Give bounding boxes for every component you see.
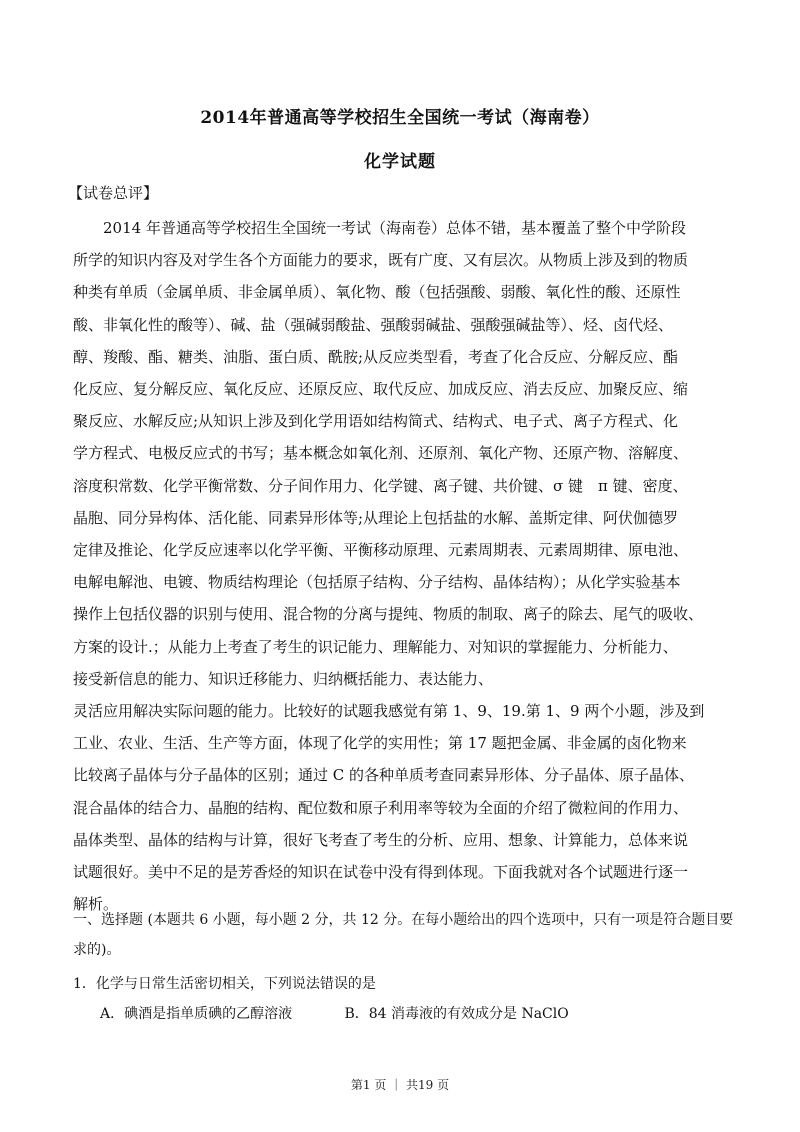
- review-paragraph: [73, 212, 733, 920]
- question-section-header: [73, 905, 733, 965]
- paragraph-line: 2014 年普通高等学校招生全国统一考试（海南卷）总体不错，基本覆盖了整个中学阶段: [103, 219, 686, 237]
- paragraph-line: 灵活应用解决实际问题的能力。比较好的试题我感觉有第 1、9、19.第 1、9 两个小题，涉及到: [73, 702, 705, 721]
- question-section-line: 一、选择题 (本题共 6 小题，每小题 2 分，共 12 分。在每小题给出的四个选项中，只有一项是符合题目要: [73, 912, 734, 928]
- paragraph-line: 电解电解池、电镀、物质结构理论（包括原子结构、分子结构、晶体结构）；从化学实验基本: [73, 573, 681, 592]
- document-title: 2014年普通高等学校招生全国统一考试（海南卷）: [200, 108, 600, 128]
- paragraph-line: 方案的设计.；从能力上考查了考生的识记能力、理解能力、对知识的掌握能力、分析能力、: [73, 637, 678, 656]
- paragraph-line: 晶胞、同分异构体、活化能、同素异形体等;从理论上包括盐的水解、盖斯定律、阿伏伽德罗: [73, 508, 679, 527]
- paragraph-line: 种类有单质（金属单质、非金属单质）、氧化物、酸（包括强酸、弱酸、氧化性的酸、还原性: [73, 283, 681, 302]
- paragraph-line: 混合晶体的结合力、晶胞的结构、配位数和原子利用率等较为全面的介绍了微粒间的作用力、: [73, 798, 689, 817]
- paragraph-line: 溶度积常数、化学平衡常数、分子间作用力、化学键、离子键、共价键、σ 键 π 键、密度、: [73, 476, 688, 495]
- paragraph-line: 化反应、复分解反应、氧化反应、还原反应、取代反应、加成反应、消去反应、加聚反应、缩: [73, 380, 689, 399]
- paragraph-line: 醇、羧酸、酯、糖类、油脂、蛋白质、酰胺;从反应类型看，考查了化合反应、分解反应、酯: [73, 347, 679, 366]
- paragraph-line: 试题很好。美中不足的是芳香烃的知识在试卷中没有得到体现。下面我就对各个试题进行逐一: [73, 863, 689, 882]
- paragraph-line: 酸、非氧化性的酸等）、碱、盐（强碱弱酸盐、强酸弱碱盐、强酸强碱盐等）、烃、卤代烃、: [73, 315, 674, 334]
- page-footer: 第1 页 ｜ 共19 页: [350, 1078, 450, 1092]
- section-heading: 【试卷总评】: [68, 184, 159, 202]
- option-a: A．碘酒是指单质碘的乙醇溶液: [100, 1006, 293, 1022]
- paragraph-line: 工业、农业、生活、生产等方面，体现了化学的实用性；第 17 题把金属、非金属的卤化物来: [73, 734, 687, 753]
- paragraph-line: 操作上包括仪器的识别与使用、混合物的分离与提纯、物质的制取、离子的除去、尾气的吸收、: [73, 605, 704, 624]
- question-section-line: 求的)。: [73, 942, 121, 958]
- question-1-stem: 1．化学与日常生活密切相关，下列说法错误的是: [73, 976, 376, 992]
- paragraph-line: 晶体类型、晶体的结构与计算，很好飞考查了考生的分析、应用、想象、计算能力，总体来说: [73, 830, 689, 849]
- paragraph-line: 接受新信息的能力、知识迁移能力、归纳概括能力、表达能力、: [73, 669, 494, 688]
- paragraph-line: 比较离子晶体与分子晶体的区别；通过 C 的各种单质考查同素异形体、分子晶体、原子晶体、: [73, 766, 695, 785]
- paragraph-line: 学方程式、电极反应式的书写；基本概念如氧化剂、还原剂、氧化产物、还原产物、溶解度、: [73, 444, 689, 463]
- question-1-options: [100, 1003, 569, 1023]
- paragraph-line: 聚反应、水解反应;从知识上涉及到化学用语如结构简式、结构式、电子式、离子方程式、化: [73, 412, 679, 431]
- paragraph-line: 解析。: [73, 895, 119, 914]
- paragraph-line: 所学的知识内容及对学生各个方面能力的要求，既有广度、又有层次。从物质上涉及到的物质: [73, 251, 689, 270]
- paragraph-line: 定律及推论、化学反应速率以化学平衡、平衡移动原理、元素周期表、元素周期律、原电池、: [73, 541, 689, 560]
- document-subtitle: 化学试题: [364, 152, 436, 172]
- option-b: B．84 消毒液的有效成分是 NaClO: [344, 1006, 569, 1022]
